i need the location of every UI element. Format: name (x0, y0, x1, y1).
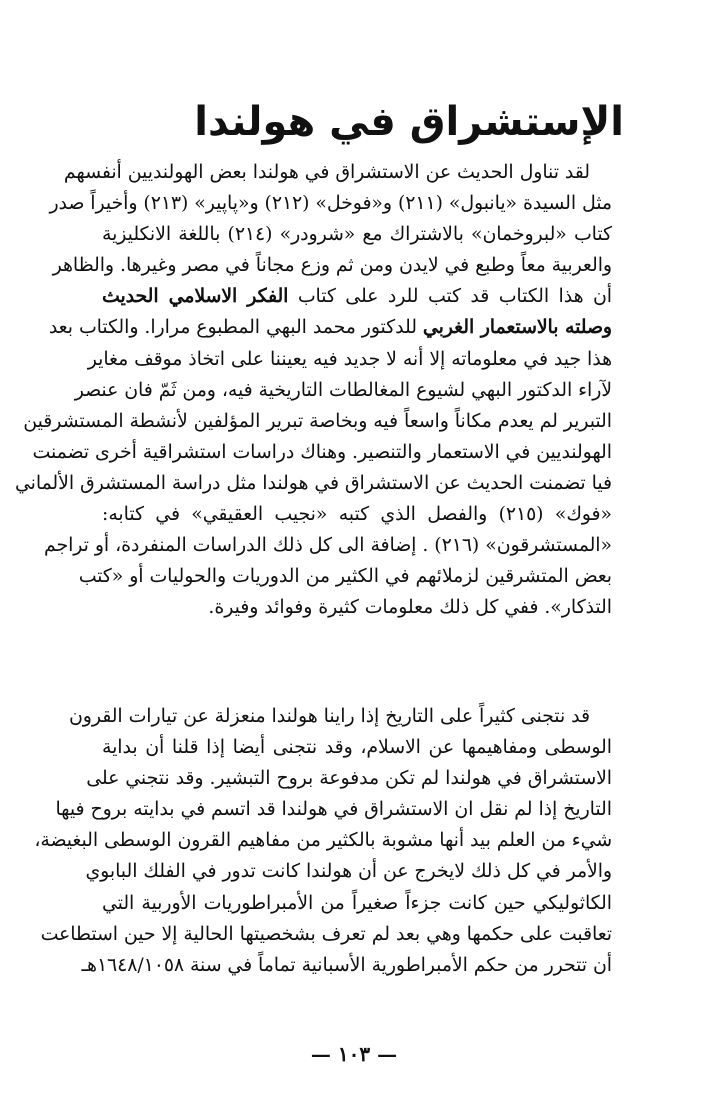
text-line: تعاقبت على حكمها وهي بعد لم تعرف بشخصيتها الحالية إلا حين استطاعت (40, 923, 612, 945)
text-line: مثل السيدة «يانبول» (٢١١) و«فوخل» (٢١٢) و«پاپير» (٢١٣) وأخيراً صدر (49, 193, 612, 215)
text-line (48, 312, 612, 343)
text-line: التذكار». ففي كل ذلك معلومات كثيرة وفوائد وفيرة. (208, 597, 612, 619)
bold-book-title-cont: وصلته بالاستعمار الغربي (422, 316, 612, 339)
text-line: والعربية معاً وطبع في لايدن ومن ثم وزع مجاناً في مصر وغيرها. والظاهر (52, 255, 612, 277)
page-number: — ١٠٣ — (310, 1042, 398, 1066)
text-line: الكاثوليكي حين كانت جزءاً صغيراً من الأمبراطوريات الأوربية التي (102, 892, 612, 914)
paragraph-1 (14, 157, 612, 623)
text-line: التبرير لم يعدم مكاناً واسعاً فيه وبخاصة تبرير المؤلفين لأنشطة المستشرقين (23, 410, 612, 432)
text-line: الهولنديين في الاستعمار والتنصير. وهناك دراسات استشراقية أخرى تضمنت (32, 441, 612, 463)
text-line: لآراء الدكتور البهي لشيوع المغالطات التاريخية فيه، ومن ثَمّ فان عنصر (74, 379, 612, 401)
text-fragment: أن هذا الكتاب قد كتب للرد على كتاب (297, 286, 612, 308)
text-line: هذا جيد في معلوماته إلا أنه لا جديد فيه يعيننا على اتخاذ موقف مغاير (87, 348, 612, 370)
bold-book-title: الفكر الاسلامي الحديث (102, 285, 289, 308)
text-fragment: للدكتور محمد البهي المطبوع مرارا. والكتاب بعد (48, 317, 417, 339)
text-line: بعض المتشرقين لزملائهم في الكثير من الدوريات والحوليات أو «كتب (78, 566, 612, 588)
paragraph-2 (34, 701, 612, 981)
text-line: كتاب «لبروخمان» بالاشتراك مع «شرودر» (٢١٤) باللغة الانكليزية (102, 224, 612, 246)
text-line: شيء من العلم بيد أنها مشوبة بالكثير من مفاهيم القرون الوسطى البغيضة، (34, 830, 612, 852)
text-line: فيا تضمنت الحديث عن الاستشراق في هولندا مثل دراسة المستشرق الألماني (14, 472, 612, 494)
text-line: قد نتجنى كثيراً على التاريخ إذا راينا هولندا منعزلة عن تيارات القرون (68, 706, 590, 727)
chapter-heading: الإستشراق في هولندا (194, 99, 624, 145)
text-line: أن تتحرر من حكم الأمبراطورية الأسبانية تماماً في سنة ١٦٤٨/١٠٥٨هـ (81, 954, 612, 976)
text-line (102, 281, 612, 312)
text-line: والأمر في كل ذلك لايخرج عن أن هولندا كانت تدور في الفلك البابوي (85, 861, 612, 883)
text-line: «المستشرقون» (٢١٦) . إضافة الى كل ذلك الدراسات المنفردة، أو تراجم (43, 535, 612, 557)
text-line: الاستشراق في هولندا لم تكن مدفوعة بروح التبشير. وقد نتجني على (86, 768, 612, 790)
text-line: «فوك» (٢١٥) والفصل الذي كتبه «نجيب العقيقي» في كتابه: (102, 504, 612, 526)
text-line: الوسطى ومفاهيمها عن الاسلام، وقد نتجنى أيضا إذا قلنا أن بداية (102, 737, 612, 759)
text-line: التاريخ إذا لم نقل ان الاستشراق في هولندا قد اتسم في بدايته بروح فيها (55, 799, 612, 821)
text-line: لقد تناول الحديث عن الاستشراق في هولندا بعض الهولنديين أنفسهم (63, 162, 590, 183)
